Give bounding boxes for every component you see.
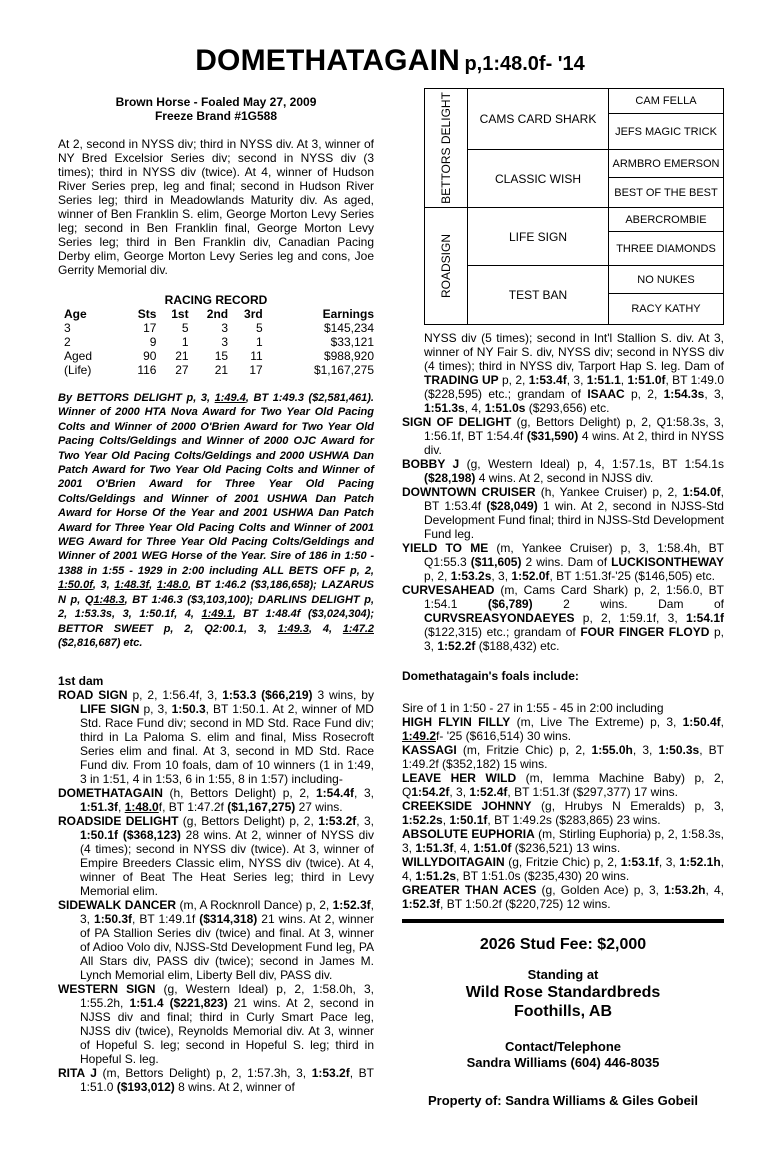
- entry-bold: 1:53.4f: [528, 373, 567, 387]
- header-2nd: 2nd: [206, 307, 229, 321]
- third-cell: 1: [256, 335, 263, 349]
- entry-name: LEAVE HER WILD: [402, 771, 517, 785]
- left-column: [58, 95, 374, 1094]
- earnings-cell: $988,920: [323, 349, 374, 363]
- entry-bold: 1:53.2f: [311, 1066, 350, 1081]
- entry-bold: 1:51.0s: [484, 401, 526, 415]
- entry-text: (m, Iemma Machine Baby) p, 2, Q: [402, 771, 724, 799]
- entry-bold: 1:50.1f ($368,123): [80, 828, 181, 843]
- entry-bold: 1:53.1f: [620, 855, 659, 869]
- first-cell: 1: [181, 335, 189, 349]
- entry-name: RITA J: [58, 1066, 97, 1081]
- race-summary: At 2, second in NYSS div; third in NYSS div. At 3, winner of NY Bred Excelsior Series div; second in NYSS div (3 times); third in NYSS div (twice). At 4, winner of Hudson River Series prep, leg and final; second in Hudson River Series leg; third in Meadowlands Maturity div. As aged, winner of Ben Franklin S. elim, George Morton Levy Series leg; second in Ben Franklin final, George Morton Levy Series leg; third in Ben Franklin div, Canadian Pacing Derby elim, George Morton Levy Series leg and cons, Joe Gerrity Memorial div.: [58, 137, 374, 277]
- age-cell: 2: [64, 335, 71, 349]
- sts-cell: 9: [149, 335, 157, 349]
- entry-text: ,: [442, 813, 450, 827]
- entry-bold: TRADING UP: [424, 373, 499, 387]
- header-3rd: 3rd: [244, 307, 263, 321]
- pedigree-g1: CAM FELLA: [608, 88, 724, 114]
- pedigree-g8: RACY KATHY: [608, 293, 724, 325]
- sire-text: , 4,: [308, 622, 343, 635]
- sts-cell: 90: [143, 349, 157, 363]
- entry-text: (m, Fritzie Chic) p, 2,: [456, 743, 592, 757]
- list-item: [402, 799, 724, 827]
- entry-name: ROAD SIGN: [58, 688, 128, 703]
- first-cell: 21: [175, 349, 189, 363]
- list-item: [402, 883, 724, 911]
- list-item: [58, 1066, 374, 1094]
- entry-bold: ($28,049): [486, 499, 538, 513]
- entry-name: GREATER THAN ACES: [402, 883, 537, 897]
- entry-bold: ISAAC: [587, 387, 625, 401]
- entry-text: , 3,: [632, 743, 659, 757]
- entry-text: , 3,: [658, 855, 680, 869]
- list-item: [58, 898, 374, 982]
- entry-bold: CURVSREASYONDAEYES: [424, 611, 575, 625]
- first-cell: 27: [175, 363, 189, 377]
- entry-text: 4 wins. At 2, second in NJSS div.: [475, 471, 654, 485]
- pedigree-dam-sire: LIFE SIGN: [467, 207, 609, 266]
- first-dam-section: [58, 674, 374, 1094]
- pedigree-chart: [424, 88, 724, 325]
- age-cell: Aged: [64, 349, 93, 363]
- entry-text: , 4,: [705, 883, 724, 897]
- entry-bold: 1:48.0: [124, 800, 159, 815]
- header-sts: Sts: [137, 307, 157, 321]
- sire-time: 1:47.2: [342, 622, 374, 635]
- entry-bold: 1:53.2s: [450, 569, 492, 583]
- entry-bold: 1:50.4f: [682, 715, 721, 729]
- pedigree-dam-side: [424, 207, 468, 325]
- header-1st: 1st: [171, 307, 189, 321]
- pedigree-dam-dam: TEST BAN: [467, 265, 609, 325]
- entry-bold: 1:51.1: [586, 373, 621, 387]
- entry-text: , BT 1:49.0 ($228,595) etc.; grandam of: [424, 373, 724, 401]
- entry-text: 2 wins. Dam of: [532, 597, 724, 611]
- entry-text: (g, Bettors Delight) p, 2, Q1:58.3s, 3, 1:56.1f, BT 1:54.4f: [424, 415, 724, 443]
- entry-bold: 1:51.0f: [473, 841, 512, 855]
- entry-text: ($122,315) etc.; grandam of: [424, 625, 581, 639]
- list-item: [402, 331, 724, 415]
- freeze-brand: Freeze Brand #1G588: [154, 109, 278, 123]
- entry-bold: ($31,590): [526, 429, 579, 443]
- sire-paragraph: [58, 391, 374, 650]
- entry-bold: 1:50.3s: [658, 743, 700, 757]
- list-item: [58, 688, 374, 786]
- entry-bold: 1:50.3f: [94, 912, 133, 927]
- entry-name: CREEKSIDE JOHNNY: [402, 799, 532, 813]
- entry-text: , 4,: [453, 841, 474, 855]
- entry-text: (g, Hrubys N Emeralds) p, 3,: [531, 799, 724, 813]
- sire-time: 1:50.0f: [58, 579, 93, 592]
- contact-label: Contact/Telephone: [504, 1039, 622, 1054]
- pedigree-g2: JEFS MAGIC TRICK: [608, 113, 724, 150]
- entry-bold: 1:50.1f: [449, 813, 488, 827]
- entry-text: , 4,: [464, 401, 485, 415]
- entry-text: p, 3,: [139, 702, 172, 717]
- entry-text: p, 2,: [498, 373, 529, 387]
- entry-text: , BT 1:49.1f: [132, 912, 200, 927]
- third-cell: 11: [250, 349, 263, 363]
- first-dam-heading: 1st dam: [58, 674, 104, 689]
- entry-text: , BT 1:50.1. At 2, winner of MD Std. Race Fund div; second in MD Std. Race Fund div; third in La Paloma S. elim and final, Miss Rosecroft Series elim and final. At 3, second in MD Std. Race Fund div. From 10 foals, dam of 10 winners (1 in 1:49, 3 in 1:51, 4 in 1:53, 6 in 1:55, 8 in 1:57) including-: [80, 702, 374, 787]
- racing-record-table: [58, 307, 374, 377]
- list-item: [58, 814, 374, 898]
- racing-record-header: [58, 307, 374, 321]
- entry-text: p, 2, 1:59.1f, 3,: [574, 611, 686, 625]
- entry-name: SIGN OF DELIGHT: [402, 415, 512, 429]
- entry-text: , BT 1:51.0: [80, 1066, 374, 1095]
- entry-bold: 1:55.0h: [591, 743, 633, 757]
- entry-bold: LUCKISONTHEWAY: [611, 555, 724, 569]
- pedigree-g7: NO NUKES: [608, 265, 724, 294]
- sire-time: 1:48.0: [156, 579, 189, 592]
- entry-bold: 1:51.0f: [627, 373, 666, 387]
- ownership: Property of: Sandra Williams & Giles Gobeil: [427, 1093, 699, 1108]
- stud-fee: 2026 Stud Fee: $2,000: [479, 936, 647, 953]
- foals-heading: Domethatagain's foals include:: [402, 669, 579, 683]
- entry-text: , 3,: [566, 373, 587, 387]
- first-dam-continued: [402, 331, 724, 653]
- pedigree-g6: THREE DIAMONDS: [608, 231, 724, 266]
- entry-text: (h, Yankee Cruiser) p, 2,: [535, 485, 683, 499]
- second-cell: 3: [221, 335, 229, 349]
- pedigree-g4: BEST OF THE BEST: [608, 177, 724, 208]
- second-cell: 21: [214, 363, 229, 377]
- entry-bold: ($193,012): [116, 1080, 175, 1095]
- entry-bold: 1:52.2f: [437, 639, 476, 653]
- entry-bold: 1:54.4f: [316, 786, 355, 801]
- entry-text: 2 wins. Dam of: [521, 555, 612, 569]
- pedigree-g3: ARMBRO EMERSON: [608, 149, 724, 178]
- pedigree-g5: ABERCROMBIE: [608, 207, 724, 232]
- entry-name: DOWNTOWN CRUISER: [402, 485, 536, 499]
- entry-bold: 1:51.2s: [415, 869, 457, 883]
- contact-info: Sandra Williams (604) 446-8035: [466, 1055, 660, 1070]
- entry-bold: ($6,789): [487, 597, 533, 611]
- entry-bold: 1:54.1f: [685, 611, 724, 625]
- table-row: [58, 349, 374, 363]
- entry-name: YIELD TO ME: [402, 541, 489, 555]
- entry-text: ($293,656) etc.: [525, 401, 610, 415]
- entry-bold: 1:52.2s: [402, 813, 443, 827]
- entry-text: , 3,: [354, 786, 374, 801]
- earnings-cell: $33,121: [330, 335, 374, 349]
- entry-text: ,: [720, 715, 724, 729]
- entry-bold: 1:54.2f: [411, 785, 450, 799]
- entry-bold: 1:53.2h: [664, 883, 706, 897]
- list-item: [402, 855, 724, 883]
- entry-text: p, 2,: [624, 387, 664, 401]
- entry-text: (m, Cams Card Shark) p, 2, 1:56.0, BT 1:54.1: [424, 583, 724, 611]
- entry-name: SIDEWALK DANCER: [58, 898, 177, 913]
- entry-text: 4 wins. At 2, third in NYSS div.: [424, 429, 724, 457]
- list-item: [402, 743, 724, 771]
- entry-text: (g, Fritzie Chic) p, 2,: [504, 855, 621, 869]
- entry-text: , 4,: [402, 855, 724, 883]
- sire-text: , BT 1:46.2 ($3,186,658); LAZARUS N p, Q: [58, 579, 374, 606]
- table-row: [58, 335, 374, 349]
- third-cell: 5: [256, 321, 263, 335]
- foals-sire-of: Sire of 1 in 1:50 - 27 in 1:55 - 45 in 2:00 including: [402, 701, 664, 715]
- entry-text: , BT 1:51.3f ($297,377) 17 wins.: [507, 785, 678, 799]
- entry-name: CURVESAHEAD: [402, 583, 495, 597]
- sire-text: ,: [149, 579, 157, 592]
- entry-text: 3 wins, by: [312, 688, 374, 703]
- entry-text: NYSS div (5 times); second in Int'l Stallion S. div. At 3, winner of NY Fair S. div, NYSS div; second in NYSS div (4 times); third in NYSS div, Tarport Hap S. leg. Dam of: [424, 331, 724, 373]
- age-cell: (Life): [64, 363, 92, 377]
- horse-name: DOMETHATAGAIN: [195, 44, 460, 77]
- entry-bold: 1:51.4 ($221,823): [129, 996, 228, 1011]
- header-age: Age: [64, 307, 87, 321]
- entry-bold: 1:52.4f: [469, 785, 508, 799]
- sire-text: , BT 1:49.3 ($2,581,461). Winner of 2000 HTA Nova Award for Two Year Old Pacing Colts and Winner of 2000 O'Brien Award for Two Year Old Pacing Colts/Geldings and Winner of 2000 OJC Award for Two Year Old Pacing Colts/Geldings and 2000 USHWA Dan Patch Award for Two Year Old Pacing Colts and Winner of 2001 O'Brien Award for Three Year Old Pacing Colts/Geldings and Winner of 2001 USHWA Dan Patch Award for Horse Of the Year and 2001 USHWA Dan Patch Award for Three Year Old Pacing Colts and Winner of 2001 WEG Award for Three Year Old Pacing Colts/Geldings and Winner of 2001 WEG Horse of the Year. Sire of 186 in 1:50 - 1388 in 1:55 - 1929 in 2:00 including ALL BETS OFF p, 2,: [58, 392, 374, 577]
- sire-time: 1:49.3: [277, 622, 309, 635]
- right-column: [402, 88, 724, 1109]
- pedigree-sire-side: [424, 88, 468, 208]
- foals-section: [402, 669, 724, 911]
- entry-bold: 1:53.2f: [318, 814, 357, 829]
- entry-text: 28 wins. At 2, winner of NYSS div (4 times); second in NYSS div (twice). At 3, winner of Empire Breeders Classic elim, NYSS div (twice). At 4, winner of Beat The Heat Series leg; third in Levy Memorial elim.: [80, 828, 375, 899]
- entry-text: p, 2,: [424, 569, 451, 583]
- third-cell: 17: [249, 363, 263, 377]
- entry-bold: 1:49.2: [402, 729, 437, 743]
- entry-text: 27 wins.: [295, 800, 343, 815]
- list-item: [58, 982, 374, 1066]
- entry-text: , 3,: [356, 814, 374, 829]
- list-item: [402, 715, 724, 743]
- entry-name: WESTERN SIGN: [58, 982, 156, 997]
- entry-bold: LIFE SIGN: [80, 702, 140, 717]
- standing-at-label: Standing at: [527, 967, 599, 982]
- entry-text: , 3,: [449, 785, 470, 799]
- pedigree-sire-dam: CLASSIC WISH: [467, 149, 609, 208]
- pedigree-dam-label: ROADSIGN: [439, 233, 454, 299]
- pedigree-sire-label: BETTORS DELIGHT: [439, 92, 454, 204]
- entry-text: 1 win. At 2, second in NJSS-Std Development Fund final; third in NJSS-Std Development Fund leg.: [424, 499, 724, 541]
- stud-info: [402, 935, 724, 1109]
- sts-cell: 17: [143, 321, 157, 335]
- farm-name: Wild Rose Standardbreds: [465, 984, 661, 1001]
- table-row: [58, 363, 374, 377]
- entry-text: (h, Bettors Delight) p, 2,: [162, 786, 316, 801]
- entry-text: ,: [620, 373, 628, 387]
- sire-time: 1:49.4: [214, 392, 246, 404]
- horse-description: Brown Horse - Foaled May 27, 2009: [115, 95, 317, 109]
- entry-text: 21 wins. At 2, second in NJSS div and final; third in Curly Smart Pace leg, NJSS div (twice), Reynolds Memorial div. At 3, winner of Hopeful S. leg; second in Hopeful S. leg; third in Hopeful S. leg.: [80, 996, 374, 1067]
- divider: [402, 919, 724, 923]
- entry-text: , 3,: [704, 387, 724, 401]
- entry-text: (g, Golden Ace) p, 3,: [536, 883, 665, 897]
- second-cell: 3: [221, 321, 229, 335]
- entry-bold: ($1,167,275): [227, 800, 296, 815]
- horse-record: p,1:48.0f- '14: [464, 53, 585, 75]
- entry-text: ,: [118, 800, 125, 815]
- list-item: [402, 415, 724, 457]
- entry-text: , BT 1:53.4f: [424, 485, 724, 513]
- entry-bold: 1:52.3f: [332, 898, 371, 913]
- sire-text: ($2,816,687) etc.: [58, 636, 143, 649]
- entry-bold: 1:51.3s: [424, 401, 465, 415]
- sire-time: 1:48.3: [93, 593, 125, 606]
- entry-bold: 1:50.3: [171, 702, 206, 717]
- entry-text: (g, Bettors Delight) p, 2,: [178, 814, 319, 829]
- entry-name: HIGH FLYIN FILLY: [402, 715, 511, 729]
- first-cell: 5: [181, 321, 189, 335]
- age-cell: 3: [64, 321, 71, 335]
- entry-bold: 1:52.1h: [679, 855, 721, 869]
- entry-bold: 1:53.3 ($66,219): [222, 688, 313, 703]
- entry-text: f- '25 ($616,514) 30 wins.: [436, 729, 572, 743]
- sts-cell: 116: [137, 363, 157, 377]
- entry-text: (m, Stirling Euphoria) p, 2, 1:58.3s, 3,: [402, 827, 724, 855]
- list-item: [402, 541, 724, 583]
- entry-bold: ($314,318): [199, 912, 258, 927]
- page-title: [0, 44, 780, 78]
- entry-name: ROADSIDE DELIGHT: [58, 814, 179, 829]
- entry-text: f, BT 1:47.2f: [158, 800, 228, 815]
- earnings-cell: $1,167,275: [313, 363, 374, 377]
- header-earnings: Earnings: [322, 307, 374, 321]
- entry-text: (g, Western Ideal) p, 4, 1:57.1s, BT 1:54.1s: [459, 457, 724, 471]
- list-item: [402, 583, 724, 653]
- entry-bold: 1:51.3f: [80, 800, 119, 815]
- list-item: [402, 827, 724, 855]
- sire-text: , BT 1:48.4f ($3,024,304); BETTOR SWEET p, 2, Q2:00.1, 3,: [58, 608, 374, 635]
- table-row: [58, 321, 374, 335]
- list-item: [58, 786, 374, 814]
- entry-text: 8 wins. At 2, winner of: [174, 1080, 295, 1095]
- entry-bold: 1:54.0f: [682, 485, 721, 499]
- entry-bold: 1:54.3s: [663, 387, 705, 401]
- sire-text: , BT 1:46.3 ($3,103,100); DARLINS DELIGHT p, 2, 1:53.3s, 3, 1:50.1f, 4,: [58, 593, 374, 621]
- entry-text: (g, Western Ideal) p, 2, 1:58.0h, 3, 1:55.2h,: [80, 982, 374, 1011]
- pedigree-sire-sire: CAMS CARD SHARK: [467, 88, 609, 150]
- entry-bold: ($11,605): [470, 555, 522, 569]
- entry-text: ($236,521) 13 wins.: [511, 841, 621, 855]
- entry-text: p, 3,: [424, 625, 724, 653]
- entry-bold: 1:52.0f: [511, 569, 550, 583]
- entry-text: (m, A Rocknroll Dance) p, 2,: [176, 898, 333, 913]
- second-cell: 15: [214, 349, 229, 363]
- entry-text: , BT 1:49.2f ($352,182) 15 wins.: [402, 743, 725, 771]
- entry-bold: ($28,198): [424, 471, 476, 485]
- list-item: [402, 457, 724, 485]
- entry-text: , BT 1:50.2f ($220,725) 12 wins.: [440, 897, 611, 911]
- entry-bold: 1:51.3f: [415, 841, 454, 855]
- list-item: [402, 771, 724, 799]
- sire-text: By BETTORS DELIGHT p, 3,: [58, 392, 215, 404]
- entry-text: , 3,: [491, 569, 512, 583]
- sire-time: 1:49.1: [201, 608, 233, 621]
- sire-time: 1:48.3f: [114, 579, 150, 592]
- entry-text: , BT 1:51.0s ($235,430) 20 wins.: [456, 869, 630, 883]
- entry-name: KASSAGI: [402, 743, 457, 757]
- entry-name: BOBBY J: [402, 457, 460, 471]
- entry-name: DOMETHATAGAIN: [58, 786, 163, 801]
- racing-record-title: RACING RECORD: [164, 293, 268, 307]
- entry-bold: 1:52.3f: [402, 897, 441, 911]
- entry-text: (m, Bettors Delight) p, 2, 1:57.3h, 3,: [96, 1066, 312, 1081]
- entry-text: , BT 1:49.2s ($283,865) 23 wins.: [487, 813, 661, 827]
- entry-text: , BT 1:51.3f-'25 ($146,505) etc.: [549, 569, 715, 583]
- list-item: [402, 485, 724, 541]
- entry-name: WILLYDOITAGAIN: [402, 855, 505, 869]
- entry-text: ($188,432) etc.: [475, 639, 560, 653]
- entry-text: p, 2, 1:56.4f, 3,: [127, 688, 223, 703]
- sire-text: , 3,: [92, 579, 115, 592]
- entry-name: ABSOLUTE EUPHORIA: [402, 827, 535, 841]
- farm-location: Foothills, AB: [513, 1003, 613, 1020]
- entry-bold: FOUR FINGER FLOYD: [580, 625, 710, 639]
- entry-text: (m, Live The Extreme) p, 3,: [510, 715, 683, 729]
- entry-text: 21 wins. At 2, winner of PA Stallion Series div (twice) and final. At 3, winner of Adioo Volo div, NJSS-Std Development Fund leg, PA All Stars div, PASS div (twice); second in James M. Lynch Memorial elim, Liberty Bell div, PASS div.: [80, 912, 375, 983]
- earnings-cell: $145,234: [323, 321, 374, 335]
- entry-text: , 3,: [80, 898, 374, 927]
- entry-text: (m, Yankee Cruiser) p, 3, 1:58.4h, BT Q1:55.3: [424, 541, 725, 569]
